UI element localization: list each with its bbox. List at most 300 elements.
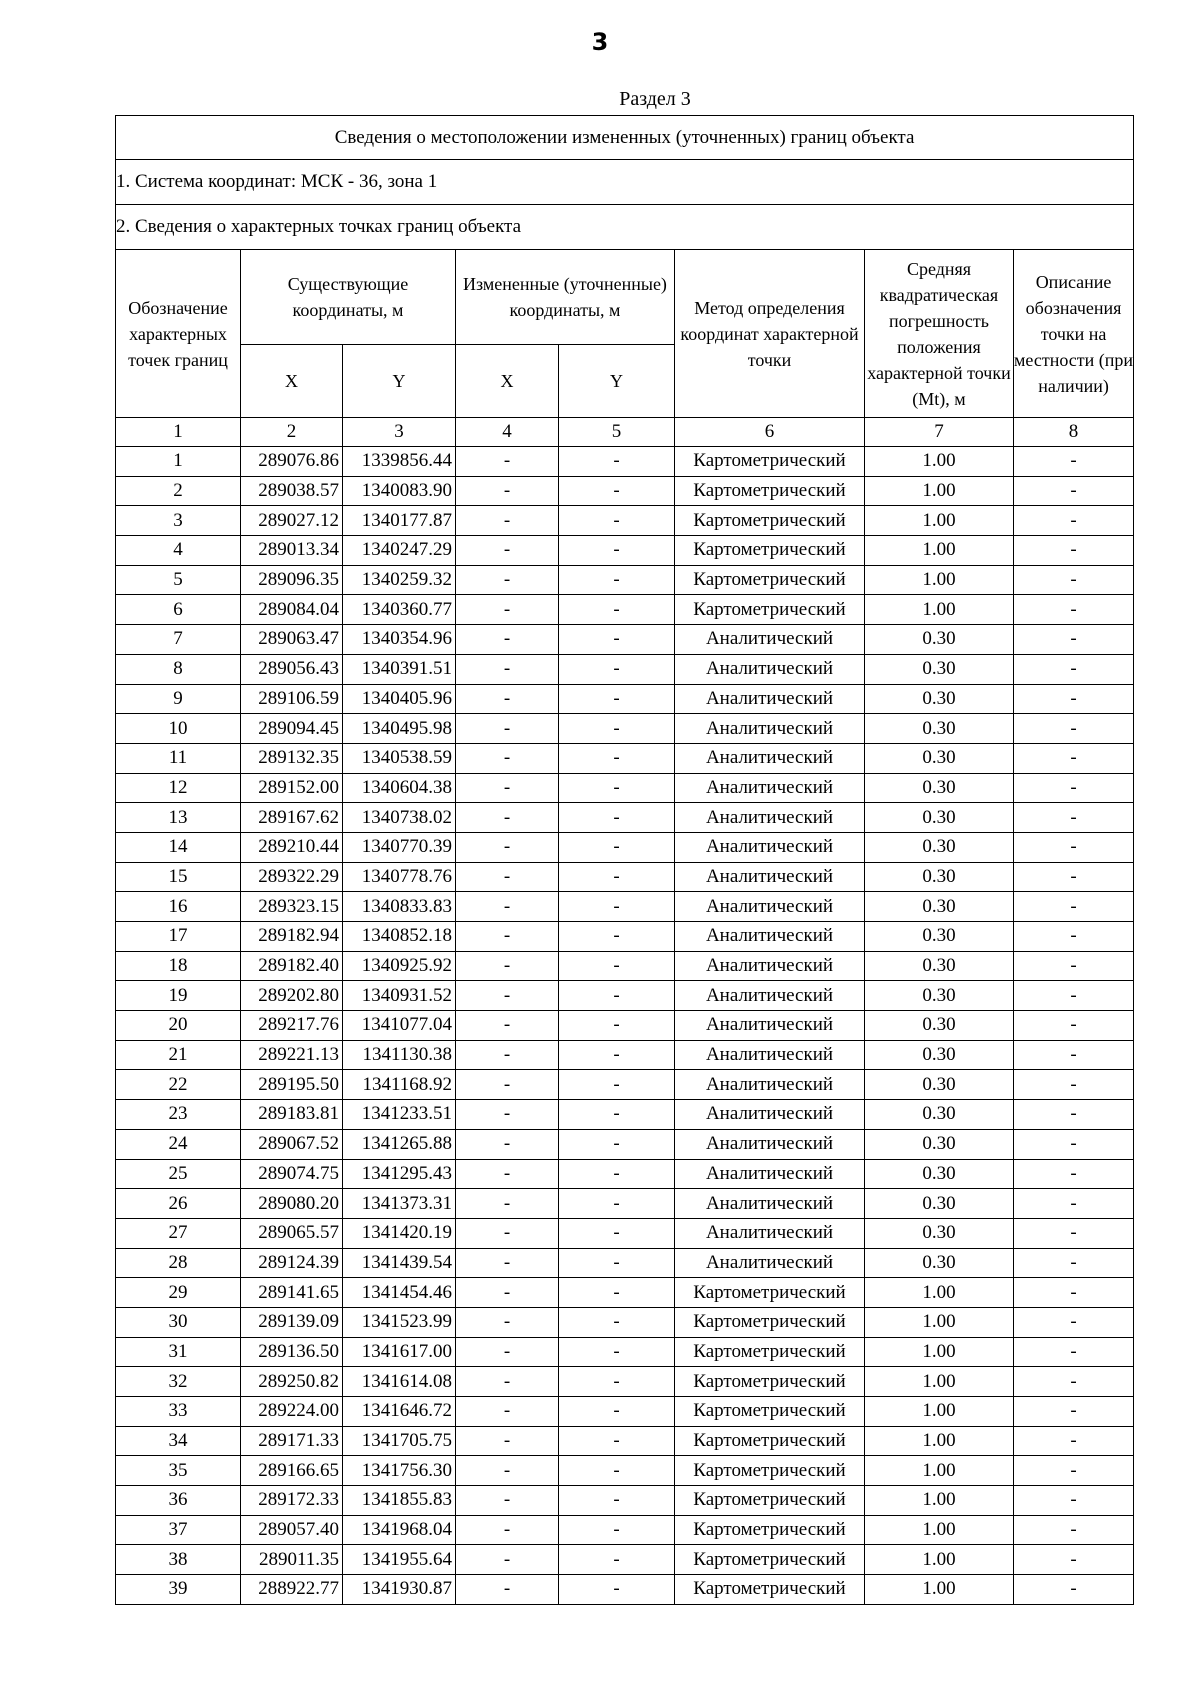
description-cell: - xyxy=(1014,1189,1134,1219)
changed-x-cell: - xyxy=(456,684,559,714)
changed-x-cell: - xyxy=(456,625,559,655)
existing-y-cell: 1340770.39 xyxy=(343,832,456,862)
column-number: 3 xyxy=(343,418,456,447)
changed-y-cell: - xyxy=(559,1486,675,1516)
existing-x-cell: 289183.81 xyxy=(241,1100,343,1130)
method-cell: Аналитический xyxy=(675,654,865,684)
changed-x-cell: - xyxy=(456,1545,559,1575)
changed-y-cell: - xyxy=(559,1575,675,1605)
point-number-cell: 32 xyxy=(116,1367,241,1397)
table-row xyxy=(116,714,1134,744)
changed-y-cell: - xyxy=(559,625,675,655)
point-number-cell: 36 xyxy=(116,1486,241,1516)
changed-x-cell: - xyxy=(456,565,559,595)
changed-x-cell: - xyxy=(456,536,559,566)
changed-x-cell: - xyxy=(456,1070,559,1100)
existing-y-cell: 1341968.04 xyxy=(343,1515,456,1545)
changed-x-cell: - xyxy=(456,1575,559,1605)
changed-y-cell: - xyxy=(559,447,675,477)
method-cell: Аналитический xyxy=(675,951,865,981)
existing-y-cell: 1341265.88 xyxy=(343,1129,456,1159)
mean-error-cell: 1.00 xyxy=(865,447,1014,477)
existing-y-cell: 1340852.18 xyxy=(343,922,456,952)
mean-error-cell: 1.00 xyxy=(865,476,1014,506)
existing-y-cell: 1341614.08 xyxy=(343,1367,456,1397)
existing-x-cell: 289084.04 xyxy=(241,595,343,625)
point-number-cell: 28 xyxy=(116,1248,241,1278)
existing-y-cell: 1341295.43 xyxy=(343,1159,456,1189)
table-row xyxy=(116,1456,1134,1486)
existing-x-cell: 289171.33 xyxy=(241,1426,343,1456)
changed-x-cell: - xyxy=(456,803,559,833)
existing-y-cell: 1339856.44 xyxy=(343,447,456,477)
existing-y-cell: 1340925.92 xyxy=(343,951,456,981)
description-cell: - xyxy=(1014,595,1134,625)
table-row xyxy=(116,832,1134,862)
description-cell: - xyxy=(1014,447,1134,477)
point-number-cell: 20 xyxy=(116,1011,241,1041)
existing-x-cell: 289210.44 xyxy=(241,832,343,862)
description-cell: - xyxy=(1014,743,1134,773)
changed-x-cell: - xyxy=(456,476,559,506)
existing-y-cell: 1341523.99 xyxy=(343,1307,456,1337)
method-cell: Аналитический xyxy=(675,832,865,862)
point-number-cell: 14 xyxy=(116,832,241,862)
table-body xyxy=(116,447,1134,1605)
changed-x-cell: - xyxy=(456,832,559,862)
changed-x-cell: - xyxy=(456,1100,559,1130)
header-changed-x: X xyxy=(456,345,559,418)
changed-y-cell: - xyxy=(559,1515,675,1545)
existing-x-cell: 289323.15 xyxy=(241,892,343,922)
changed-x-cell: - xyxy=(456,654,559,684)
column-number: 6 xyxy=(675,418,865,447)
changed-x-cell: - xyxy=(456,773,559,803)
description-cell: - xyxy=(1014,1129,1134,1159)
table-row xyxy=(116,981,1134,1011)
existing-x-cell: 289056.43 xyxy=(241,654,343,684)
description-cell: - xyxy=(1014,654,1134,684)
changed-x-cell: - xyxy=(456,1397,559,1427)
header-existing-coords: Существующие координаты, м xyxy=(241,250,456,345)
existing-y-cell: 1340405.96 xyxy=(343,684,456,714)
method-cell: Аналитический xyxy=(675,1040,865,1070)
existing-x-cell: 289124.39 xyxy=(241,1248,343,1278)
existing-y-cell: 1340177.87 xyxy=(343,506,456,536)
mean-error-cell: 0.30 xyxy=(865,714,1014,744)
mean-error-cell: 0.30 xyxy=(865,625,1014,655)
mean-error-cell: 0.30 xyxy=(865,832,1014,862)
mean-error-cell: 0.30 xyxy=(865,981,1014,1011)
method-cell: Аналитический xyxy=(675,892,865,922)
description-cell: - xyxy=(1014,1456,1134,1486)
table-row xyxy=(116,773,1134,803)
table-row xyxy=(116,1189,1134,1219)
method-cell: Аналитический xyxy=(675,714,865,744)
description-cell: - xyxy=(1014,625,1134,655)
point-number-cell: 13 xyxy=(116,803,241,833)
existing-y-cell: 1340538.59 xyxy=(343,743,456,773)
mean-error-cell: 1.00 xyxy=(865,506,1014,536)
changed-x-cell: - xyxy=(456,1307,559,1337)
method-cell: Аналитический xyxy=(675,803,865,833)
existing-y-cell: 1340360.77 xyxy=(343,595,456,625)
changed-y-cell: - xyxy=(559,565,675,595)
existing-x-cell: 289094.45 xyxy=(241,714,343,744)
existing-y-cell: 1341454.46 xyxy=(343,1278,456,1308)
description-cell: - xyxy=(1014,1278,1134,1308)
description-cell: - xyxy=(1014,714,1134,744)
point-number-cell: 16 xyxy=(116,892,241,922)
point-number-cell: 7 xyxy=(116,625,241,655)
method-cell: Картометрический xyxy=(675,1278,865,1308)
point-number-cell: 37 xyxy=(116,1515,241,1545)
table-row xyxy=(116,1545,1134,1575)
description-cell: - xyxy=(1014,862,1134,892)
table-row xyxy=(116,1011,1134,1041)
method-cell: Картометрический xyxy=(675,1337,865,1367)
point-number-cell: 17 xyxy=(116,922,241,952)
changed-y-cell: - xyxy=(559,1397,675,1427)
description-cell: - xyxy=(1014,922,1134,952)
description-cell: - xyxy=(1014,506,1134,536)
mean-error-cell: 0.30 xyxy=(865,1248,1014,1278)
existing-y-cell: 1340604.38 xyxy=(343,773,456,803)
method-cell: Аналитический xyxy=(675,1100,865,1130)
method-cell: Картометрический xyxy=(675,565,865,595)
method-cell: Аналитический xyxy=(675,862,865,892)
header-changed-y: Y xyxy=(559,345,675,418)
changed-x-cell: - xyxy=(456,743,559,773)
existing-x-cell: 289221.13 xyxy=(241,1040,343,1070)
method-cell: Аналитический xyxy=(675,1070,865,1100)
method-cell: Аналитический xyxy=(675,1189,865,1219)
changed-y-cell: - xyxy=(559,832,675,862)
column-number: 2 xyxy=(241,418,343,447)
method-cell: Аналитический xyxy=(675,922,865,952)
description-cell: - xyxy=(1014,951,1134,981)
method-cell: Аналитический xyxy=(675,1159,865,1189)
table-row xyxy=(116,803,1134,833)
changed-y-cell: - xyxy=(559,684,675,714)
table-row xyxy=(116,892,1134,922)
existing-y-cell: 1341955.64 xyxy=(343,1545,456,1575)
method-cell: Картометрический xyxy=(675,1575,865,1605)
description-cell: - xyxy=(1014,1486,1134,1516)
existing-x-cell: 289027.12 xyxy=(241,506,343,536)
changed-x-cell: - xyxy=(456,1218,559,1248)
existing-x-cell: 289057.40 xyxy=(241,1515,343,1545)
changed-y-cell: - xyxy=(559,803,675,833)
point-number-cell: 2 xyxy=(116,476,241,506)
mean-error-cell: 0.30 xyxy=(865,684,1014,714)
changed-y-cell: - xyxy=(559,1278,675,1308)
changed-y-cell: - xyxy=(559,654,675,684)
point-number-cell: 3 xyxy=(116,506,241,536)
changed-x-cell: - xyxy=(456,892,559,922)
column-number: 5 xyxy=(559,418,675,447)
column-number: 7 xyxy=(865,418,1014,447)
description-cell: - xyxy=(1014,981,1134,1011)
table-row xyxy=(116,1515,1134,1545)
header-existing-y: Y xyxy=(343,345,456,418)
point-number-cell: 8 xyxy=(116,654,241,684)
description-cell: - xyxy=(1014,476,1134,506)
table-row xyxy=(116,565,1134,595)
changed-x-cell: - xyxy=(456,447,559,477)
point-number-cell: 1 xyxy=(116,447,241,477)
mean-error-cell: 0.30 xyxy=(865,1070,1014,1100)
description-cell: - xyxy=(1014,684,1134,714)
point-number-cell: 5 xyxy=(116,565,241,595)
mean-error-cell: 0.30 xyxy=(865,862,1014,892)
changed-y-cell: - xyxy=(559,476,675,506)
mean-error-cell: 0.30 xyxy=(865,654,1014,684)
existing-x-cell: 289063.47 xyxy=(241,625,343,655)
changed-x-cell: - xyxy=(456,1426,559,1456)
existing-x-cell: 289136.50 xyxy=(241,1337,343,1367)
existing-y-cell: 1340833.83 xyxy=(343,892,456,922)
changed-x-cell: - xyxy=(456,1337,559,1367)
changed-y-cell: - xyxy=(559,922,675,952)
method-cell: Картометрический xyxy=(675,1545,865,1575)
mean-error-cell: 1.00 xyxy=(865,1337,1014,1367)
changed-y-cell: - xyxy=(559,1426,675,1456)
method-cell: Картометрический xyxy=(675,1397,865,1427)
existing-x-cell: 289139.09 xyxy=(241,1307,343,1337)
description-cell: - xyxy=(1014,892,1134,922)
mean-error-cell: 0.30 xyxy=(865,951,1014,981)
mean-error-cell: 0.30 xyxy=(865,1040,1014,1070)
existing-x-cell: 289076.86 xyxy=(241,447,343,477)
description-cell: - xyxy=(1014,1426,1134,1456)
table-row xyxy=(116,1070,1134,1100)
method-cell: Аналитический xyxy=(675,1129,865,1159)
description-cell: - xyxy=(1014,1515,1134,1545)
table-row xyxy=(116,506,1134,536)
existing-x-cell: 289322.29 xyxy=(241,862,343,892)
description-cell: - xyxy=(1014,1307,1134,1337)
changed-x-cell: - xyxy=(456,1040,559,1070)
description-cell: - xyxy=(1014,832,1134,862)
existing-y-cell: 1341930.87 xyxy=(343,1575,456,1605)
existing-y-cell: 1340247.29 xyxy=(343,536,456,566)
existing-x-cell: 289080.20 xyxy=(241,1189,343,1219)
existing-x-cell: 289224.00 xyxy=(241,1397,343,1427)
point-number-cell: 35 xyxy=(116,1456,241,1486)
changed-y-cell: - xyxy=(559,536,675,566)
coord-system: 1. Система координат: МСК - 36, зона 1 xyxy=(116,160,1134,205)
point-number-cell: 39 xyxy=(116,1575,241,1605)
changed-x-cell: - xyxy=(456,1278,559,1308)
existing-y-cell: 1340391.51 xyxy=(343,654,456,684)
changed-y-cell: - xyxy=(559,892,675,922)
existing-x-cell: 289038.57 xyxy=(241,476,343,506)
page-number: 3 xyxy=(591,28,609,56)
changed-y-cell: - xyxy=(559,951,675,981)
existing-y-cell: 1341855.83 xyxy=(343,1486,456,1516)
changed-y-cell: - xyxy=(559,1337,675,1367)
existing-x-cell: 289217.76 xyxy=(241,1011,343,1041)
existing-y-cell: 1341168.92 xyxy=(343,1070,456,1100)
table-row xyxy=(116,476,1134,506)
changed-y-cell: - xyxy=(559,1040,675,1070)
existing-y-cell: 1341705.75 xyxy=(343,1426,456,1456)
changed-x-cell: - xyxy=(456,922,559,952)
changed-y-cell: - xyxy=(559,506,675,536)
existing-x-cell: 289182.94 xyxy=(241,922,343,952)
mean-error-cell: 0.30 xyxy=(865,1159,1014,1189)
table-row xyxy=(116,447,1134,477)
point-number-cell: 22 xyxy=(116,1070,241,1100)
point-number-cell: 26 xyxy=(116,1189,241,1219)
changed-y-cell: - xyxy=(559,1248,675,1278)
changed-x-cell: - xyxy=(456,1011,559,1041)
point-number-cell: 4 xyxy=(116,536,241,566)
mean-error-cell: 0.30 xyxy=(865,922,1014,952)
existing-x-cell: 289141.65 xyxy=(241,1278,343,1308)
existing-y-cell: 1341233.51 xyxy=(343,1100,456,1130)
method-cell: Картометрический xyxy=(675,536,865,566)
existing-x-cell: 289250.82 xyxy=(241,1367,343,1397)
changed-y-cell: - xyxy=(559,1367,675,1397)
table-row xyxy=(116,595,1134,625)
changed-x-cell: - xyxy=(456,1367,559,1397)
description-cell: - xyxy=(1014,1070,1134,1100)
point-number-cell: 15 xyxy=(116,862,241,892)
table-row xyxy=(116,1337,1134,1367)
mean-error-cell: 0.30 xyxy=(865,1129,1014,1159)
existing-y-cell: 1341756.30 xyxy=(343,1456,456,1486)
method-cell: Аналитический xyxy=(675,773,865,803)
existing-x-cell: 289065.57 xyxy=(241,1218,343,1248)
changed-y-cell: - xyxy=(559,981,675,1011)
table-row xyxy=(116,1307,1134,1337)
header-method: Метод определения координат характерной точки xyxy=(675,250,865,418)
point-number-cell: 23 xyxy=(116,1100,241,1130)
existing-x-cell: 289106.59 xyxy=(241,684,343,714)
existing-x-cell: 289067.52 xyxy=(241,1129,343,1159)
column-number: 8 xyxy=(1014,418,1134,447)
changed-x-cell: - xyxy=(456,1486,559,1516)
method-cell: Картометрический xyxy=(675,1367,865,1397)
mean-error-cell: 1.00 xyxy=(865,1515,1014,1545)
existing-x-cell: 289182.40 xyxy=(241,951,343,981)
table-row xyxy=(116,922,1134,952)
column-number: 1 xyxy=(116,418,241,447)
table-row xyxy=(116,1397,1134,1427)
changed-x-cell: - xyxy=(456,862,559,892)
existing-y-cell: 1340083.90 xyxy=(343,476,456,506)
point-number-cell: 21 xyxy=(116,1040,241,1070)
mean-error-cell: 0.30 xyxy=(865,892,1014,922)
mean-error-cell: 0.30 xyxy=(865,1011,1014,1041)
point-number-cell: 25 xyxy=(116,1159,241,1189)
changed-x-cell: - xyxy=(456,1129,559,1159)
existing-x-cell: 289132.35 xyxy=(241,743,343,773)
point-number-cell: 31 xyxy=(116,1337,241,1367)
header-description: Описание обозначения точки на местности (при наличии) xyxy=(1014,250,1134,418)
description-cell: - xyxy=(1014,773,1134,803)
existing-y-cell: 1340738.02 xyxy=(343,803,456,833)
mean-error-cell: 1.00 xyxy=(865,565,1014,595)
table-row xyxy=(116,951,1134,981)
description-cell: - xyxy=(1014,1337,1134,1367)
existing-y-cell: 1341130.38 xyxy=(343,1040,456,1070)
existing-x-cell: 289166.65 xyxy=(241,1456,343,1486)
changed-y-cell: - xyxy=(559,1189,675,1219)
mean-error-cell: 1.00 xyxy=(865,1278,1014,1308)
existing-y-cell: 1340778.76 xyxy=(343,862,456,892)
mean-error-cell: 1.00 xyxy=(865,1397,1014,1427)
changed-y-cell: - xyxy=(559,1159,675,1189)
description-cell: - xyxy=(1014,1367,1134,1397)
existing-x-cell: 289074.75 xyxy=(241,1159,343,1189)
changed-y-cell: - xyxy=(559,743,675,773)
description-cell: - xyxy=(1014,1218,1134,1248)
table-title: Сведения о местоположении измененных (уточненных) границ объекта xyxy=(116,116,1134,160)
changed-x-cell: - xyxy=(456,951,559,981)
table-row xyxy=(116,654,1134,684)
table-row xyxy=(116,1367,1134,1397)
header-designation: Обозначение характерных точек границ xyxy=(116,250,241,418)
method-cell: Аналитический xyxy=(675,625,865,655)
description-cell: - xyxy=(1014,1575,1134,1605)
mean-error-cell: 1.00 xyxy=(865,1575,1014,1605)
changed-x-cell: - xyxy=(456,1248,559,1278)
point-number-cell: 10 xyxy=(116,714,241,744)
description-cell: - xyxy=(1014,1545,1134,1575)
existing-y-cell: 1340931.52 xyxy=(343,981,456,1011)
changed-x-cell: - xyxy=(456,1159,559,1189)
changed-x-cell: - xyxy=(456,1456,559,1486)
table-row xyxy=(116,1040,1134,1070)
mean-error-cell: 1.00 xyxy=(865,1426,1014,1456)
description-cell: - xyxy=(1014,1397,1134,1427)
method-cell: Аналитический xyxy=(675,1218,865,1248)
table-row xyxy=(116,1278,1134,1308)
existing-x-cell: 289172.33 xyxy=(241,1486,343,1516)
header-existing-x: X xyxy=(241,345,343,418)
existing-x-cell: 289096.35 xyxy=(241,565,343,595)
table-row xyxy=(116,1129,1134,1159)
header-changed-coords: Измененные (уточненные) координаты, м xyxy=(456,250,675,345)
mean-error-cell: 1.00 xyxy=(865,1367,1014,1397)
changed-y-cell: - xyxy=(559,1070,675,1100)
table-row xyxy=(116,1159,1134,1189)
mean-error-cell: 0.30 xyxy=(865,743,1014,773)
description-cell: - xyxy=(1014,1159,1134,1189)
method-cell: Аналитический xyxy=(675,684,865,714)
changed-x-cell: - xyxy=(456,595,559,625)
existing-y-cell: 1341439.54 xyxy=(343,1248,456,1278)
mean-error-cell: 0.30 xyxy=(865,773,1014,803)
existing-x-cell: 288922.77 xyxy=(241,1575,343,1605)
mean-error-cell: 1.00 xyxy=(865,536,1014,566)
existing-y-cell: 1341077.04 xyxy=(343,1011,456,1041)
point-number-cell: 30 xyxy=(116,1307,241,1337)
description-cell: - xyxy=(1014,1011,1134,1041)
mean-error-cell: 0.30 xyxy=(865,1100,1014,1130)
table-row xyxy=(116,1100,1134,1130)
method-cell: Аналитический xyxy=(675,981,865,1011)
mean-error-cell: 0.30 xyxy=(865,803,1014,833)
method-cell: Картометрический xyxy=(675,1456,865,1486)
table-row xyxy=(116,625,1134,655)
description-cell: - xyxy=(1014,536,1134,566)
mean-error-cell: 0.30 xyxy=(865,1218,1014,1248)
existing-y-cell: 1340495.98 xyxy=(343,714,456,744)
